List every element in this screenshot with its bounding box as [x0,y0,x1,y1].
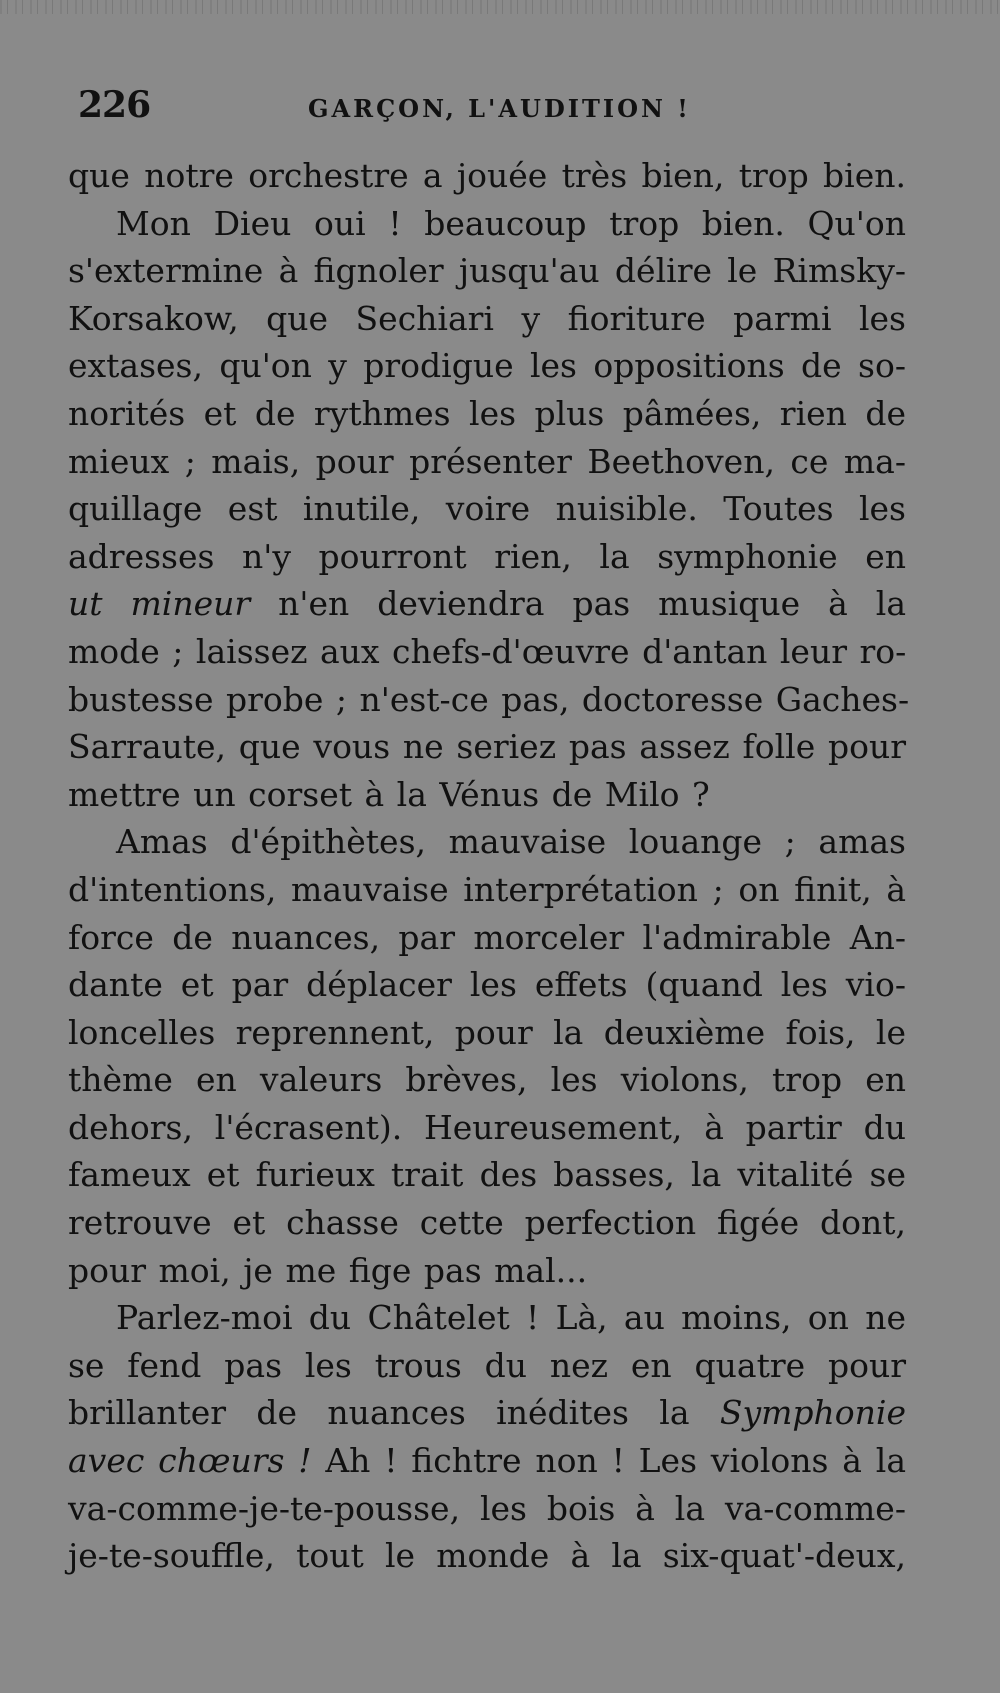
body-text [68,152,910,1580]
text-line: thème en valeurs brèves, les violons, trop en [68,1060,906,1100]
text-line: loncelles reprennent, pour la deuxième fois, le [68,1012,906,1052]
text-line: dante et par déplacer les effets (quand les vio- [68,965,906,1005]
line-text: brillanter de nuances inédites la [68,1393,720,1433]
line-text: Ah ! fichtre non ! Les violons à la [311,1441,906,1481]
text-line [68,580,906,628]
text-line: d'intentions, mauvaise interprétation ; on finit, à [68,869,906,909]
italic-text: ut mineur [68,584,251,624]
text-line: extases, qu'on y prodigue les oppositions de so- [68,346,906,386]
text-line: retrouve et chasse cette perfection figée dont, [68,1203,906,1243]
scan-edge [0,0,1000,14]
text-line: quillage est inutile, voire nuisible. Toutes les [68,489,906,529]
text-line: bustesse probe ; n'est-ce pas, doctoresse Gaches- [68,679,910,719]
text-line: se fend pas les trous du nez en quatre pour [68,1345,906,1385]
text-line: force de nuances, par morceler l'admirable An- [68,917,906,957]
text-line: Sarraute, que vous ne seriez pas assez folle pour [68,727,906,767]
text-line: mode ; laissez aux chefs-d'œuvre d'antan leur ro- [68,631,907,671]
text-line: mieux ; mais, pour présenter Beethoven, ce ma- [68,441,906,481]
running-title: GARÇON, L'AUDITION ! [308,94,691,123]
text-line: s'extermine à fignoler jusqu'au délire le Rimsky- [68,251,906,291]
text-line: fameux et furieux trait des basses, la vitalité se [68,1155,906,1195]
text-line: va-comme-je-te-pousse, les bois à la va-comme- [68,1488,906,1528]
text-line: je-te-souffle, tout le monde à la six-quat'-deux, [68,1536,906,1576]
running-head [78,84,908,134]
text-line: adresses n'y pourront rien, la symphonie en [68,536,906,576]
text-line: dehors, l'écrasent). Heureusement, à partir du [68,1107,906,1147]
text-line: pour moi, je me fige pas mal... [68,1250,588,1290]
text-line: mettre un corset à la Vénus de Milo ? [68,774,710,814]
text-line: que notre orchestre a jouée très bien, trop bien. [68,156,906,195]
text-line [68,1389,906,1437]
italic-text: avec chœurs ! [68,1441,312,1481]
line-text: n'en deviendra pas musique à la [250,584,906,624]
text-line: Parlez-moi du Châtelet ! Là, au moins, on ne [116,1298,906,1338]
text-line: Amas d'épithètes, mauvaise louange ; amas [116,822,906,862]
text-line: Mon Dieu oui ! beaucoup trop bien. Qu'on [116,203,906,243]
text-line [68,1437,906,1485]
text-line: norités et de rythmes les plus pâmées, rien de [68,393,906,433]
italic-text: Symphonie [719,1393,906,1433]
page-number: 226 [78,84,151,126]
text-line: Korsakow, que Sechiari y fioriture parmi les [68,298,906,338]
